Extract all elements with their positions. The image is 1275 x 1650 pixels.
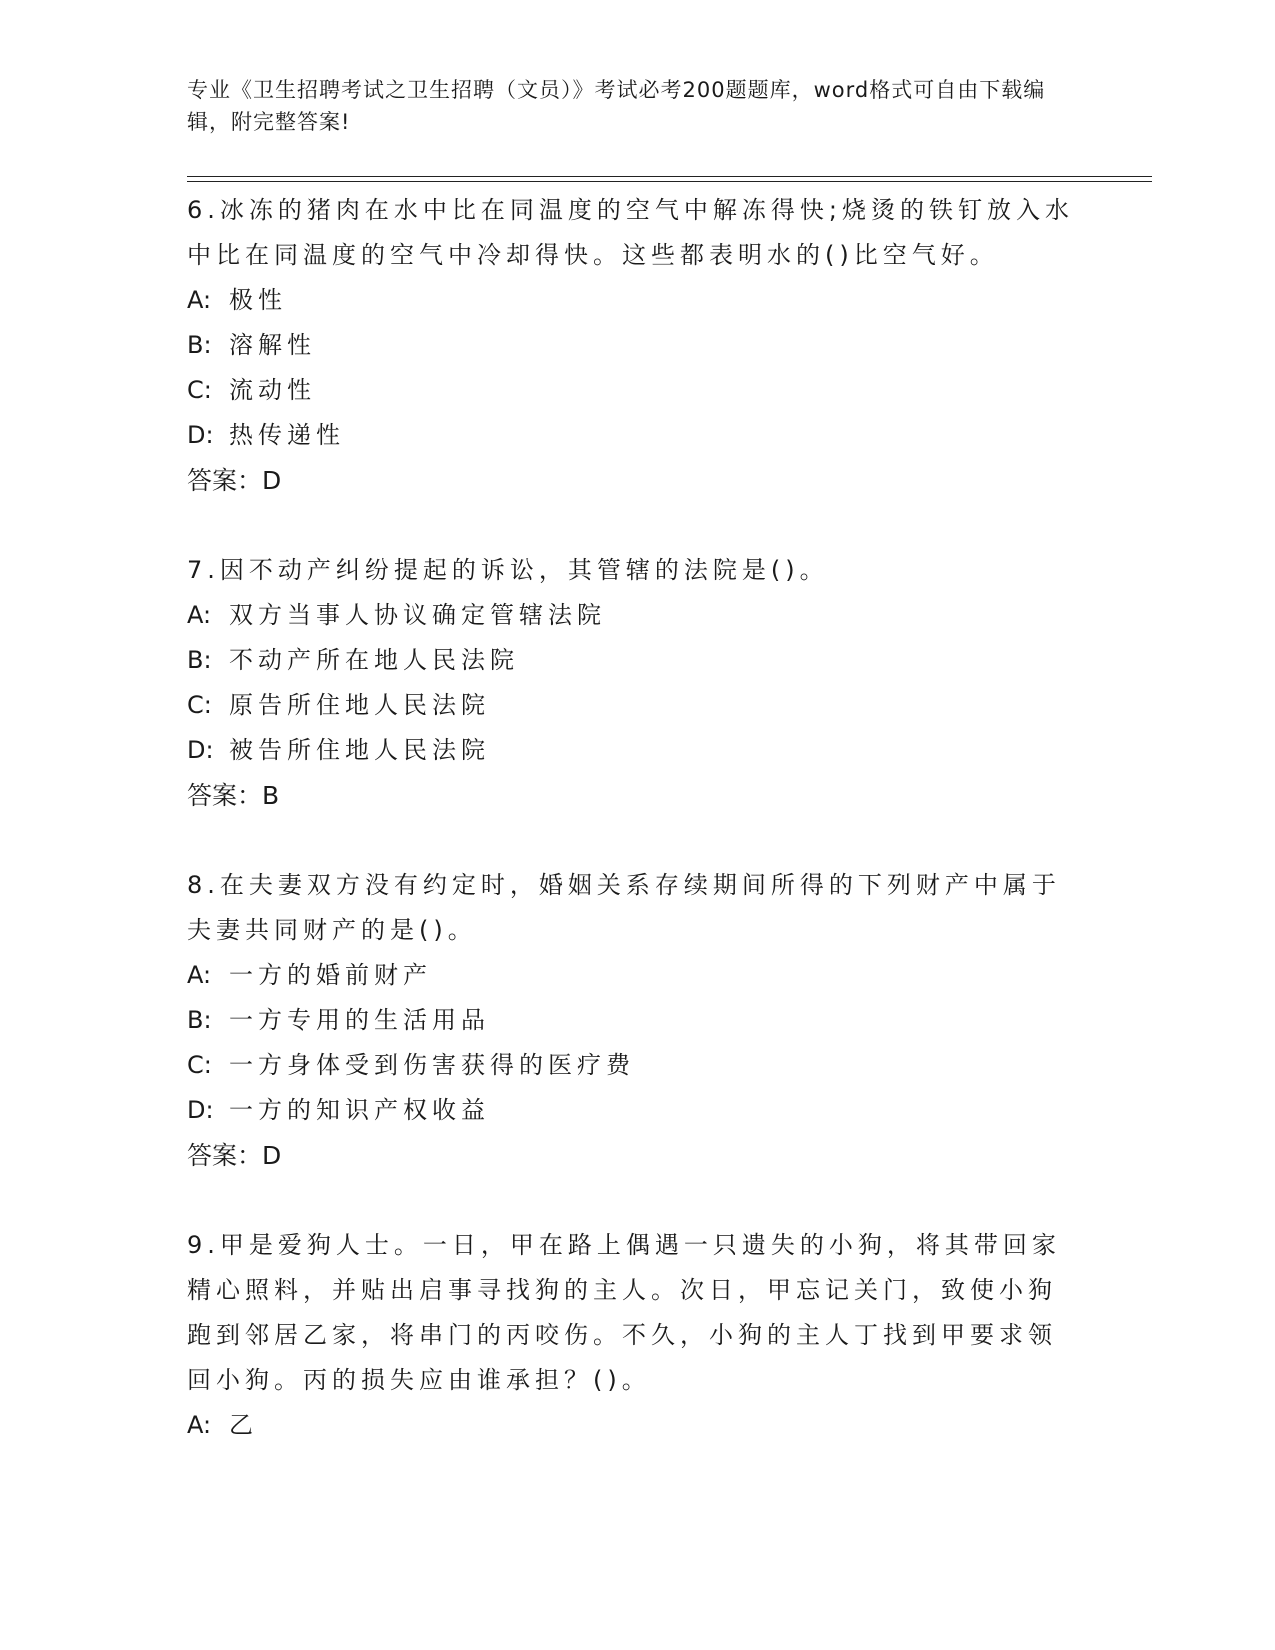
header-text: 专业《卫生招聘考试之卫生招聘（文员）》考试必考200题题库，word格式可自由下载编辑，附完整答案! bbox=[187, 78, 1046, 134]
document-header bbox=[187, 74, 1067, 138]
option-letter: A: bbox=[187, 1411, 212, 1439]
option-text: 极性 bbox=[229, 286, 287, 314]
question-8 bbox=[187, 863, 1077, 1179]
option-text: 双方当事人协议确定管辖法院 bbox=[229, 601, 606, 629]
option-b bbox=[187, 998, 1077, 1043]
answer-line: 答案：D bbox=[187, 466, 282, 495]
question-9 bbox=[187, 1223, 1077, 1448]
option-a bbox=[187, 953, 1077, 998]
option-text: 一方专用的生活用品 bbox=[229, 1006, 490, 1034]
option-letter: D: bbox=[187, 421, 214, 449]
header-divider-top bbox=[187, 176, 1152, 177]
option-text: 乙 bbox=[229, 1411, 258, 1439]
answer-line: 答案：B bbox=[187, 781, 280, 810]
option-text: 一方的婚前财产 bbox=[229, 961, 432, 989]
option-letter: C: bbox=[187, 691, 212, 719]
option-c bbox=[187, 368, 1077, 413]
option-c bbox=[187, 1043, 1077, 1088]
question-stem: 6.冰冻的猪肉在水中比在同温度的空气中解冻得快;烧烫的铁钉放入水中比在同温度的空气中冷却得快。这些都表明水的()比空气好。 bbox=[187, 196, 1074, 269]
answer-line: 答案：D bbox=[187, 1141, 282, 1170]
question-stem: 9.甲是爱狗人士。一日，甲在路上偶遇一只遗失的小狗，将其带回家精心照料，并贴出启事寻找狗的主人。次日，甲忘记关门，致使小狗跑到邻居乙家，将串门的丙咬伤。不久，小狗的主人丁找到甲要求领回小狗。丙的损失应由谁承担？()。 bbox=[187, 1231, 1061, 1394]
option-letter: B: bbox=[187, 1006, 212, 1034]
option-letter: A: bbox=[187, 286, 212, 314]
question-stem: 7.因不动产纠纷提起的诉讼，其管辖的法院是()。 bbox=[187, 556, 829, 584]
option-d bbox=[187, 728, 1077, 773]
option-letter: A: bbox=[187, 961, 212, 989]
question-stem: 8.在夫妻双方没有约定时，婚姻关系存续期间所得的下列财产中属于夫妻共同财产的是()。 bbox=[187, 871, 1061, 944]
option-text: 溶解性 bbox=[229, 331, 316, 359]
option-letter: D: bbox=[187, 736, 214, 764]
option-text: 原告所住地人民法院 bbox=[229, 691, 490, 719]
option-text: 被告所住地人民法院 bbox=[229, 736, 490, 764]
option-text: 不动产所在地人民法院 bbox=[229, 646, 519, 674]
option-letter: C: bbox=[187, 376, 212, 404]
question-list bbox=[187, 188, 1077, 1492]
option-text: 一方的知识产权收益 bbox=[229, 1096, 490, 1124]
option-d bbox=[187, 1088, 1077, 1133]
option-letter: A: bbox=[187, 601, 212, 629]
header-divider-bottom bbox=[187, 181, 1152, 182]
option-letter: B: bbox=[187, 646, 212, 674]
option-a bbox=[187, 1403, 1077, 1448]
option-b bbox=[187, 323, 1077, 368]
option-text: 一方身体受到伤害获得的医疗费 bbox=[229, 1051, 635, 1079]
option-text: 热传递性 bbox=[229, 421, 345, 449]
option-b bbox=[187, 638, 1077, 683]
option-letter: D: bbox=[187, 1096, 214, 1124]
option-text: 流动性 bbox=[229, 376, 316, 404]
option-d bbox=[187, 413, 1077, 458]
question-6 bbox=[187, 188, 1077, 504]
question-7 bbox=[187, 548, 1077, 819]
option-a bbox=[187, 278, 1077, 323]
option-c bbox=[187, 683, 1077, 728]
option-letter: B: bbox=[187, 331, 212, 359]
option-a bbox=[187, 593, 1077, 638]
option-letter: C: bbox=[187, 1051, 212, 1079]
